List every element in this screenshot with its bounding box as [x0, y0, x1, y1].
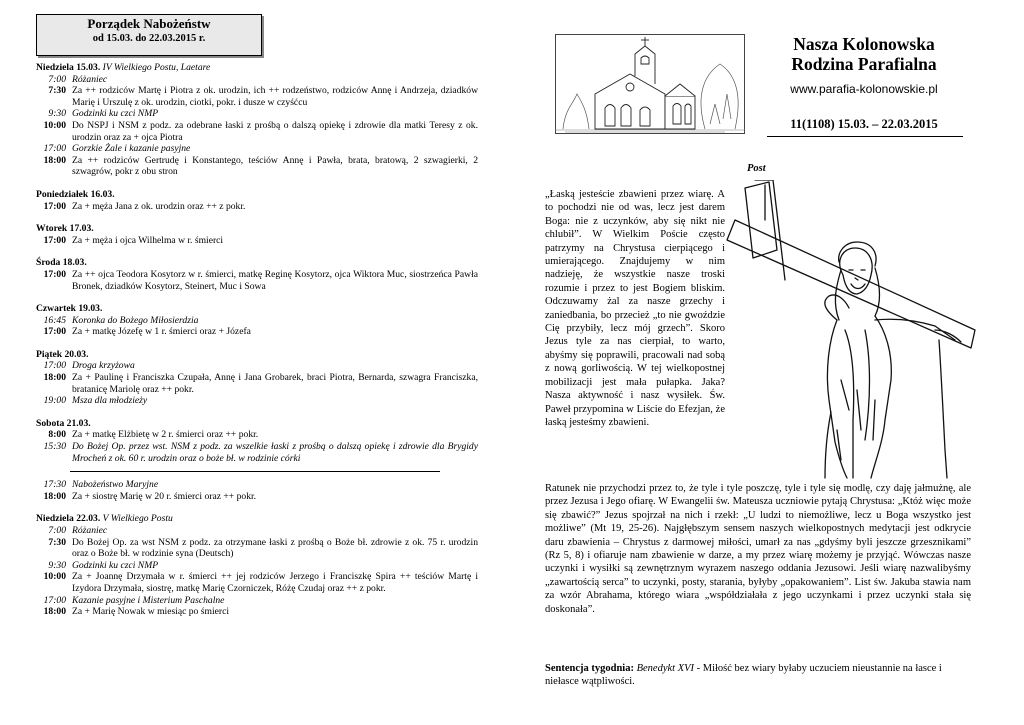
schedule-row	[36, 360, 478, 372]
schedule-title: Porządek Nabożeństw	[87, 16, 211, 31]
mass-intention: Do NSPJ i NSM z podz. za odebrane łaski z prośbą o dalszą opiekę i zdrowie dla matki Teresy z ok. urodzin oraz za + ojca Piotra	[72, 119, 478, 143]
schedule-row	[36, 479, 478, 491]
day-heading	[36, 418, 478, 430]
schedule-header-box	[36, 14, 262, 56]
mass-time: 18:00	[43, 606, 66, 618]
schedule-day	[36, 303, 478, 338]
mass-intention: Za + Marię Nowak w miesiąc po śmierci	[72, 606, 229, 618]
schedule-row	[36, 537, 478, 560]
schedule-row	[36, 372, 478, 395]
schedule-row	[36, 429, 478, 441]
schedule-row	[36, 395, 478, 407]
mass-intention: Za + męża Jana z ok. urodzin oraz ++ z pokr.	[72, 200, 246, 212]
article-body-full: Ratunek nie przychodzi przez to, że tyle i tyle poszczę, tyle i tyle się modlę, czy daję jałmużnę, ale przez Jezusa i Jego ofiarę. W Ewangelii św. Mateusza uczniowie pytają Chrystusa: „Któż więc może się zbawić?” Jezus spojrzał na nich i rzekł: „U ludzi to niemożliwe, lecz u Boga wszystko jest możliwe” (Mt 19, 25-26). Najgłębszym sensem naszych wielkopostnych medytacji jest odkrycie daru zbawienia – Chrystus z darmowej miłości, umarł za nas „gdyśmy byli jeszcze grzesznikami” (Rz 5, 8) i ofiaruje nam zbawienie w darze, a my przez wiarę możemy je przyjąć. Wówczas nasze uczynki i wysiłki są zewnętrznym wyrazem naszego oddania Jezusowi. Jeśli wiarę nazwalibyśmy „zawartością serca” to uczynki, posty, starania, byłyby „opakowaniem”. List św. Jakuba stawia nam za wzór Abrahama, którego wiara „współdziałała z jego uczynkami i przez uczynki stała się doskonała”.	[545, 483, 971, 615]
mass-intention: Różaniec	[72, 525, 108, 536]
day-heading	[36, 189, 478, 201]
bulletin-title-line2: Rodzina Parafialna	[791, 54, 937, 74]
mass-time: 17:00	[43, 268, 66, 280]
schedule-row	[36, 326, 478, 338]
mass-intention: Godzinki ku czci NMP	[72, 108, 159, 120]
mass-intention: Nabożeństwo Maryjne	[72, 479, 159, 491]
schedule-row	[36, 315, 478, 327]
mass-intention: Za + Joannę Drzymała w r. śmierci ++ jej rodziców Jerzego i Franciszkę Spira ++ teściów Martę i Izydora Drzymała, siostrę, matkę Marię Czorniczek, Różę Czudaj oraz ++ z pokr.	[72, 571, 478, 594]
mass-intention: Za + matkę Elżbietę w 2 r. śmierci oraz ++ pokr.	[72, 429, 259, 441]
mass-time: 7:30	[48, 85, 66, 97]
schedule-day	[36, 189, 478, 212]
schedule-row	[36, 143, 478, 155]
day-date: Czwartek 19.03.	[36, 303, 103, 315]
mass-time: 7:00	[48, 73, 66, 85]
issue-number: 11(1108) 15.03. – 22.03.2015	[790, 117, 938, 131]
day-liturgical-name: IV Wielkiego Postu, Laetare	[102, 62, 211, 73]
mass-time: 16:45	[43, 314, 66, 326]
mass-time: 10:00	[43, 119, 66, 131]
schedule-row	[36, 525, 478, 537]
mass-time: 9:30	[48, 108, 66, 120]
mass-intention: Za + matkę Józefę w 1 r. śmierci oraz + Józefa	[72, 326, 251, 338]
day-heading	[36, 303, 478, 315]
mass-time: 10:00	[43, 571, 66, 583]
issue-divider	[767, 136, 963, 137]
mass-time: 7:30	[48, 536, 66, 548]
schedule-row	[36, 595, 478, 607]
jesus-carrying-cross-illustration	[725, 180, 981, 480]
mass-time: 18:00	[43, 154, 66, 166]
day-date: Niedziela 22.03.	[36, 513, 101, 525]
schedule-row	[36, 120, 478, 143]
schedule-day	[36, 62, 478, 178]
day-heading	[36, 513, 478, 525]
mass-intention: Godzinki ku czci NMP	[72, 559, 159, 571]
schedule-row	[36, 235, 478, 247]
schedule-dates: od 15.03. do 22.03.2015 r.	[92, 32, 206, 44]
article-body-top: „Łaską jesteście zbawieni przez wiarę. A to pochodzi nie od was, lecz jest darem Boga: nie z uczynków, aby się nikt nie chlubił”. W Wielkim Poście często patrzymy na Chrystusa cierpiącego i umierającego. Znajdujemy w nim nadzieję, że wszystkie nasze troski rozumie i przez to jest Bogiem bliskim. Odczuwamy żal za nasze grzechy i zaniedbania, bo przecież „to nie gwoździe Cię przybiły, lecz mój grzech”. Skoro Jezus tyle za nas cierpiał, to warto, abyśmy się poprawili, pracowali nad sobą z nową gorliwością. W tej wielkopostnej mobilizacji jest mała pułapka. Jaka? Nasza aktywność i nasz wysiłek. Św. Paweł przypomina w Liście do Efezjan, że łaską jesteśmy zbawieni.	[545, 189, 725, 428]
day-heading	[36, 257, 478, 269]
mass-intention: Za + siostrę Marię w 20 r. śmierci oraz ++ pokr.	[72, 490, 257, 502]
schedule-row	[36, 269, 478, 292]
mass-time: 17:00	[43, 360, 66, 372]
day-date: Wtorek 17.03.	[36, 223, 94, 235]
mass-time: 18:00	[43, 490, 66, 502]
mass-intention: Gorzkie Żale i kazanie pasyjne	[72, 143, 191, 155]
mass-time: 19:00	[43, 395, 66, 407]
schedule-list	[36, 62, 478, 629]
day-date: Piątek 20.03.	[36, 348, 89, 360]
parish-url[interactable]: www.parafia-kolonowskie.pl	[790, 82, 938, 96]
schedule-day	[36, 513, 478, 617]
schedule-row	[36, 606, 478, 618]
day-date: Niedziela 15.03.	[36, 62, 101, 73]
mass-time: 15:30	[43, 441, 66, 453]
mass-intention: Kazanie pasyjne i Misterium Paschalne	[72, 594, 225, 606]
mass-time: 17:00	[43, 326, 66, 338]
mass-intention: Za + Paulinę i Franciszka Czupała, Annę i Jana Grobarek, braci Piotra, Bernarda, szwagra Franciszka, bratanicę Mariolę oraz ++ pokr.	[72, 372, 478, 395]
mass-time: 18:00	[43, 372, 66, 384]
mass-intention: Droga krzyżowa	[72, 360, 135, 372]
mass-time: 8:00	[48, 429, 66, 441]
day-date: Środa 18.03.	[36, 257, 87, 269]
bulletin-title	[761, 34, 967, 74]
schedule-row	[36, 108, 478, 120]
mass-time: 17:30	[43, 479, 66, 491]
mass-time: 7:00	[48, 525, 66, 536]
sentence-author: Benedykt XVI	[636, 663, 695, 674]
mass-intention: Koronka do Bożego Miłosierdzia	[72, 314, 199, 326]
mass-time: 17:00	[43, 200, 66, 212]
day-date: Poniedziałek 16.03.	[36, 188, 115, 200]
sentence-of-week	[545, 662, 971, 689]
schedule-row	[36, 491, 478, 503]
day-heading	[36, 62, 478, 74]
mass-intention: Do Bożej Op. przez wst. NSM z podz. za wszelkie łaski z prośbą o dalszą opiekę i zdrowie dla Brygidy Mrocheń z ok. 60 r. urodzin oraz o boże bł. w rodzinie córki	[72, 441, 478, 464]
schedule-row	[36, 441, 478, 464]
article-title: Post	[747, 163, 766, 174]
schedule-row	[36, 571, 478, 594]
day-heading	[36, 349, 478, 361]
mass-intention: Za ++ ojca Teodora Kosytorz w r. śmierci, matkę Reginę Kosytorz, ojca Wiktora Muc, siostrzeńca Pawła Bronek, dziadków Kosytorz, Steinert, Muc i Sowa	[72, 268, 478, 292]
mass-time: 17:00	[43, 594, 66, 606]
day-date: Sobota 21.03.	[36, 417, 91, 429]
schedule-separator	[70, 471, 440, 472]
mass-intention: Do Bożej Op. za wst NSM z podz. za otrzymane łaski z prośbą o Boże bł. zdrowie z ok. 75 r. urodzin oraz o Boże bł. w rodzinie syna (Deutsch)	[72, 536, 478, 560]
schedule-row	[36, 201, 478, 213]
day-liturgical-name: V Wielkiego Postu	[102, 513, 173, 525]
mass-intention: Za ++ rodziców Gertrudę i Konstantego, teściów Annę i Pawła, brata, bratową, 2 szwagierki, 2 szwagrów, pokr z obu stron	[72, 154, 478, 178]
mass-time: 9:30	[48, 559, 66, 571]
schedule-day	[36, 349, 478, 407]
day-heading	[36, 223, 478, 235]
mass-intention: Za ++ rodziców Martę i Piotra z ok. urodzin, ich ++ rodzeństwo, rodziców Annę i Andrzeja, dziadków Marię i Urszulę z ok. urodzin, ciotki, pokr. i dusze w czyśćcu	[72, 85, 478, 108]
schedule-day	[36, 418, 478, 503]
mass-time: 17:00	[43, 234, 66, 246]
schedule-row	[36, 560, 478, 572]
mass-intention: Za + męża i ojca Wilhelma w r. śmierci	[72, 234, 224, 246]
mass-intention: Msza dla młodzieży	[72, 395, 148, 407]
schedule-row	[36, 85, 478, 108]
schedule-day	[36, 223, 478, 246]
church-illustration	[555, 34, 745, 134]
sentence-label: Sentencja tygodnia:	[545, 663, 634, 674]
schedule-row	[36, 155, 478, 178]
schedule-day	[36, 257, 478, 292]
mass-intention: Różaniec	[72, 73, 108, 85]
schedule-row	[36, 74, 478, 86]
bulletin-title-line1: Nasza Kolonowska	[793, 34, 935, 54]
sentence-text: - Miłość bez wiary byłaby uczuciem nieustannie na łasce i niełasce wątpliwości.	[545, 663, 942, 688]
mass-time: 17:00	[43, 143, 66, 155]
